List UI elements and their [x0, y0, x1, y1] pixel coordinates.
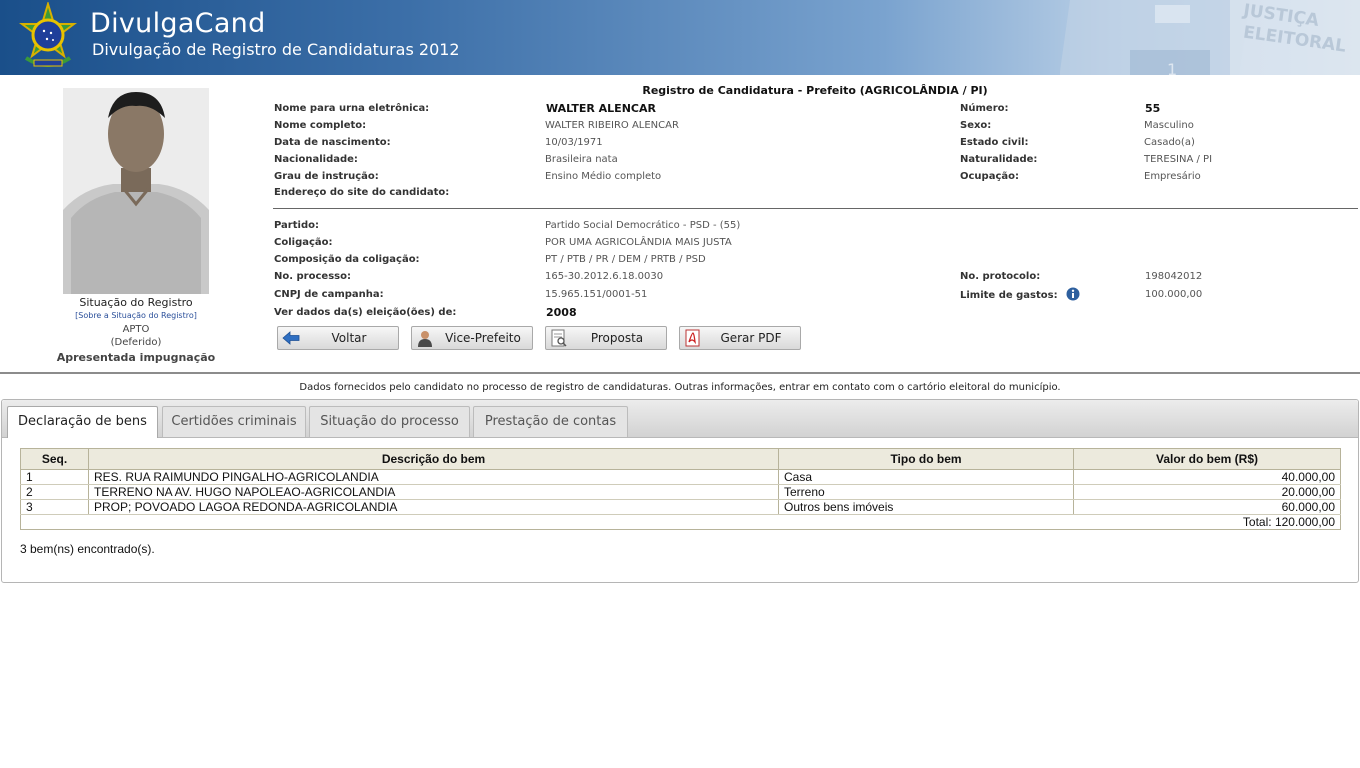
banner-text: JUSTIÇA	[1242, 0, 1321, 31]
document-icon	[549, 329, 569, 347]
info-icon[interactable]	[1066, 287, 1080, 301]
label-marital-status: Estado civil:	[960, 137, 1029, 148]
table-row	[21, 485, 1341, 500]
table-row	[21, 470, 1341, 485]
tab-accountability[interactable]: Prestação de contas	[473, 406, 628, 437]
value-process-number: 165-30.2012.6.18.0030	[545, 271, 664, 282]
label-process-number: No. processo:	[274, 271, 351, 282]
cell-description: PROP; POVOADO LAGOA REDONDA-AGRICOLANDIA	[89, 500, 779, 515]
registration-title: Registro de Candidatura - Prefeito (AGRICOLÂNDIA / PI)	[642, 84, 988, 97]
registration-status-link[interactable]: [Sobre a Situação do Registro]	[75, 311, 197, 320]
registration-status-value: APTO	[122, 324, 150, 335]
label-education: Grau de instrução:	[274, 171, 379, 182]
value-party: Partido Social Democrático - PSD - (55)	[545, 220, 741, 231]
header-seq: Seq.	[21, 449, 89, 470]
tab-bar	[2, 400, 1358, 438]
header-banner	[0, 0, 1360, 75]
registration-status-detail: (Deferido)	[110, 337, 162, 348]
past-election-link-2008[interactable]: 2008	[546, 306, 577, 319]
pdf-icon	[683, 329, 703, 347]
value-marital-status: Casado(a)	[1144, 137, 1195, 148]
cell-seq: 2	[21, 485, 89, 500]
value-sex: Masculino	[1144, 120, 1194, 131]
person-icon	[415, 329, 435, 347]
label-protocol: No. protocolo:	[960, 271, 1041, 282]
registration-status-note: Apresentada impugnação	[56, 351, 216, 364]
label-campaign-cnpj: CNPJ de campanha:	[274, 289, 384, 300]
value-campaign-cnpj: 15.965.151/0001-51	[545, 289, 648, 300]
tab-process-status[interactable]: Situação do processo	[309, 406, 470, 437]
vice-mayor-button-label: Vice-Prefeito	[445, 331, 521, 345]
cell-value: 40.000,00	[1074, 470, 1341, 485]
section-separator	[0, 372, 1360, 374]
back-button-label: Voltar	[331, 331, 367, 345]
cell-seq: 1	[21, 470, 89, 485]
cell-description: TERRENO NA AV. HUGO NAPOLEAO-AGRICOLANDIA	[89, 485, 779, 500]
value-occupation: Empresário	[1144, 171, 1201, 182]
cell-seq: 3	[21, 500, 89, 515]
label-spending-limit: Limite de gastos:	[960, 290, 1058, 301]
svg-text:1: 1	[1167, 60, 1178, 75]
proposal-button-label: Proposta	[590, 331, 644, 345]
value-spending-limit: 100.000,00	[1145, 289, 1203, 300]
table-total-row	[21, 515, 1341, 530]
generate-pdf-button-label: Gerar PDF	[720, 331, 782, 345]
header-value: Valor do bem (R$)	[1074, 449, 1341, 470]
label-ballot-name: Nome para urna eletrônica:	[274, 103, 430, 114]
cell-type: Casa	[779, 470, 1074, 485]
results-count: 3 bem(ns) encontrado(s).	[20, 542, 155, 556]
label-occupation: Ocupação:	[960, 171, 1019, 182]
generate-pdf-button[interactable]	[679, 326, 801, 350]
cell-type: Terreno	[779, 485, 1074, 500]
label-coalition: Coligação:	[274, 237, 333, 248]
details-divider	[273, 208, 1358, 209]
label-birth-date: Data de nascimento:	[274, 137, 391, 148]
registration-status-title: Situação do Registro	[79, 296, 193, 309]
value-nationality: Brasileira nata	[545, 154, 618, 165]
label-number: Número:	[960, 103, 1009, 114]
value-coalition-composition: PT / PTB / PR / DEM / PRTB / PSD	[545, 254, 706, 265]
label-full-name: Nome completo:	[274, 120, 367, 131]
back-arrow-icon	[281, 329, 301, 347]
data-source-note: Dados fornecidos pelo candidato no processo de registro de candidaturas. Outras informações, entrar em contato com o cartório eleitoral do município.	[299, 382, 1061, 393]
tab-asset-declaration[interactable]: Declaração de bens	[7, 406, 158, 438]
label-party: Partido:	[274, 220, 319, 231]
app-subtitle: Divulgação de Registro de Candidaturas 2012	[92, 40, 460, 59]
value-ballot-name: WALTER ALENCAR	[546, 102, 656, 115]
cell-value: 20.000,00	[1074, 485, 1341, 500]
tab-criminal-records[interactable]: Certidões criminais	[162, 406, 306, 437]
proposal-button[interactable]	[545, 326, 667, 350]
label-coalition-composition: Composição da coligação:	[274, 254, 420, 265]
total-value: Total: 120.000,00	[21, 515, 1341, 530]
cell-value: 60.000,00	[1074, 500, 1341, 515]
table-row	[21, 500, 1341, 515]
label-past-elections: Ver dados da(s) eleição(ões) de:	[274, 307, 457, 318]
value-protocol: 198042012	[1145, 271, 1203, 282]
value-full-name: WALTER RIBEIRO ALENCAR	[545, 120, 679, 131]
svg-text:ELEITORAL: ELEITORAL	[1241, 22, 1348, 57]
brazil-coat-of-arms-icon	[12, 2, 84, 74]
cell-type: Outros bens imóveis	[779, 500, 1074, 515]
header-description: Descrição do bem	[89, 449, 779, 470]
back-button[interactable]	[277, 326, 399, 350]
value-education: Ensino Médio completo	[545, 171, 662, 182]
value-coalition: POR UMA AGRICOLÂNDIA MAIS JUSTA	[545, 237, 732, 248]
candidate-photo	[63, 88, 209, 294]
header-type: Tipo do bem	[779, 449, 1074, 470]
label-nationality: Nacionalidade:	[274, 154, 358, 165]
vice-mayor-button[interactable]	[411, 326, 533, 350]
table-header-row	[21, 449, 1341, 470]
app-name: DivulgaCand	[90, 8, 266, 39]
value-number: 55	[1145, 102, 1161, 115]
label-sex: Sexo:	[960, 120, 992, 131]
value-birthplace: TERESINA / PI	[1144, 154, 1213, 165]
ballot-box-icon	[1060, 0, 1360, 75]
label-birthplace: Naturalidade:	[960, 154, 1038, 165]
label-website: Endereço do site do candidato:	[274, 187, 450, 198]
value-birth-date: 10/03/1971	[545, 137, 603, 148]
cell-description: RES. RUA RAIMUNDO PINGALHO-AGRICOLANDIA	[89, 470, 779, 485]
assets-table	[20, 448, 1341, 530]
